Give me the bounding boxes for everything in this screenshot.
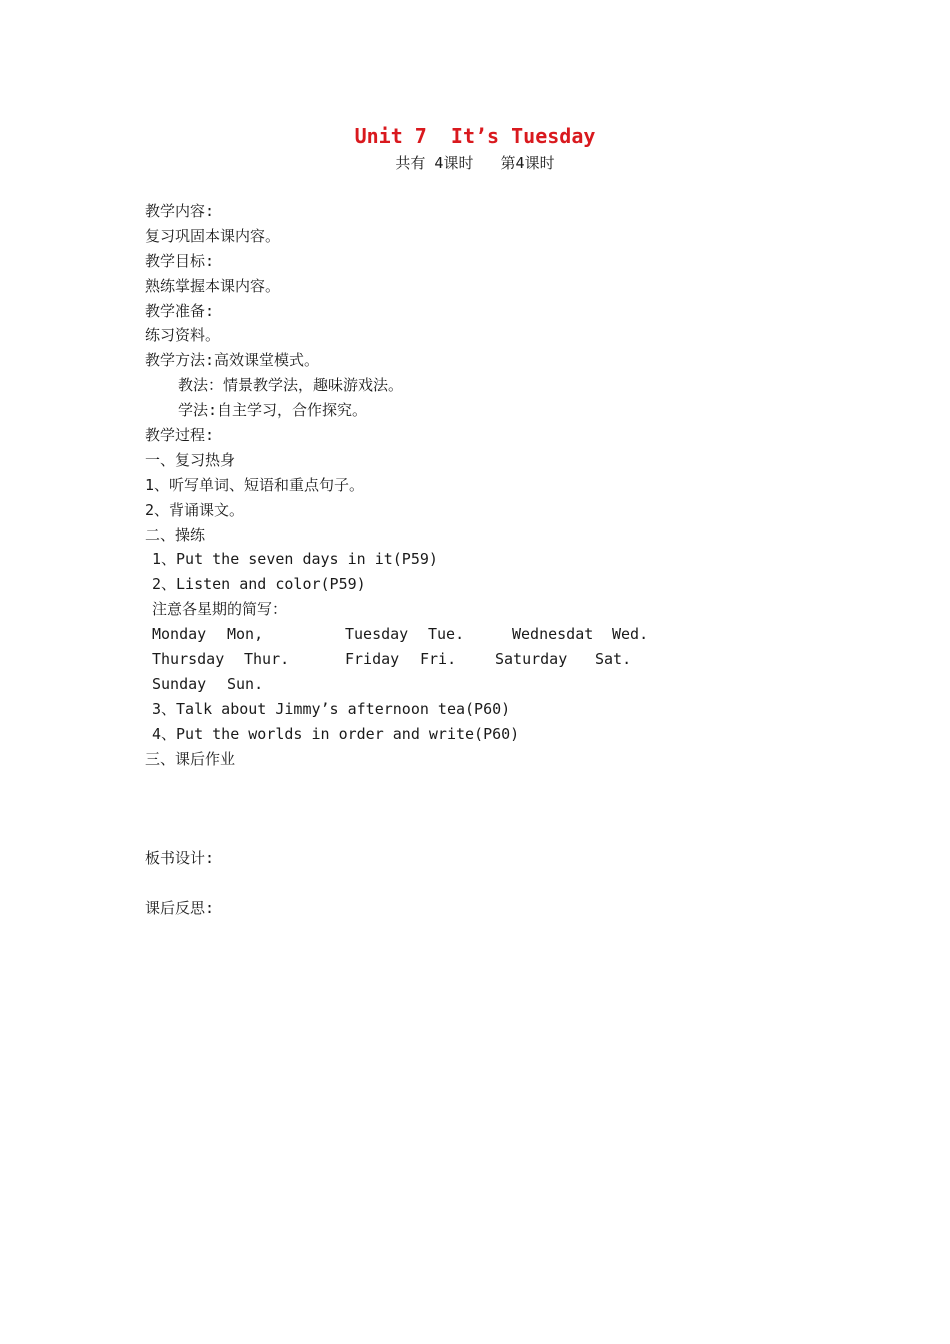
content-label: 教学内容: bbox=[145, 202, 215, 220]
document-title: Unit 7 It’s Tuesday bbox=[354, 124, 596, 148]
spacer bbox=[145, 871, 845, 896]
review-item-2: 2、背诵课文。 bbox=[145, 500, 245, 519]
method-line: 教学方法:高效课堂模式。 bbox=[145, 351, 320, 370]
content-text: 复习巩固本课内容。 bbox=[145, 226, 281, 245]
day-name: Tuesday bbox=[345, 625, 409, 644]
spacer bbox=[145, 821, 845, 846]
abbreviation-row bbox=[145, 672, 845, 697]
day-name: Monday bbox=[152, 625, 207, 644]
lesson-count-subtitle: 共有 4课时 第4课时 bbox=[395, 154, 555, 172]
day-abbr: Tue. bbox=[428, 625, 465, 644]
day-abbr: Thur. bbox=[244, 650, 290, 669]
day-name: Wednesdat bbox=[512, 625, 594, 644]
day-abbr: Wed. bbox=[612, 625, 649, 644]
spacer bbox=[145, 771, 845, 821]
goal-label: 教学目标: bbox=[145, 251, 215, 270]
abbreviation-row bbox=[145, 647, 845, 672]
reflection-label: 课后反思: bbox=[145, 898, 215, 917]
review-item-1: 1、听写单词、短语和重点句子。 bbox=[145, 475, 365, 494]
learn-method: 学法:自主学习，合作探究。 bbox=[178, 401, 368, 420]
prep-label: 教学准备: bbox=[145, 301, 215, 320]
prep-text: 练习资料。 bbox=[145, 326, 221, 345]
abbreviation-note: 注意各星期的简写： bbox=[152, 600, 288, 619]
day-name: Friday bbox=[345, 650, 400, 669]
day-abbr: Fri. bbox=[420, 650, 457, 669]
day-name: Thursday bbox=[152, 650, 225, 669]
abbreviation-row bbox=[145, 622, 845, 647]
day-abbr: Sun. bbox=[227, 674, 264, 693]
practice-item-2: 2、Listen and color(P59) bbox=[152, 575, 366, 594]
section-heading-homework: 三、课后作业 bbox=[145, 749, 236, 768]
day-name: Saturday bbox=[495, 650, 568, 669]
practice-item-4: 4、Put the worlds in order and write(P60) bbox=[152, 724, 520, 743]
section-heading-practice: 二、操练 bbox=[145, 525, 206, 544]
practice-item-3: 3、Talk about Jimmy’s afternoon tea(P60) bbox=[152, 699, 511, 718]
teach-method: 教法：情景教学法，趣味游戏法。 bbox=[178, 376, 404, 395]
day-abbr: Sat. bbox=[595, 650, 632, 669]
goal-text: 熟练掌握本课内容。 bbox=[145, 276, 281, 295]
practice-item-1: 1、Put the seven days in it(P59) bbox=[152, 550, 438, 569]
lesson-plan-body bbox=[145, 199, 845, 921]
board-design-label: 板书设计: bbox=[145, 849, 215, 868]
process-label: 教学过程: bbox=[145, 426, 215, 445]
day-abbr: Mon, bbox=[227, 625, 264, 644]
section-heading-review: 一、复习热身 bbox=[145, 450, 236, 469]
day-name: Sunday bbox=[152, 674, 207, 693]
